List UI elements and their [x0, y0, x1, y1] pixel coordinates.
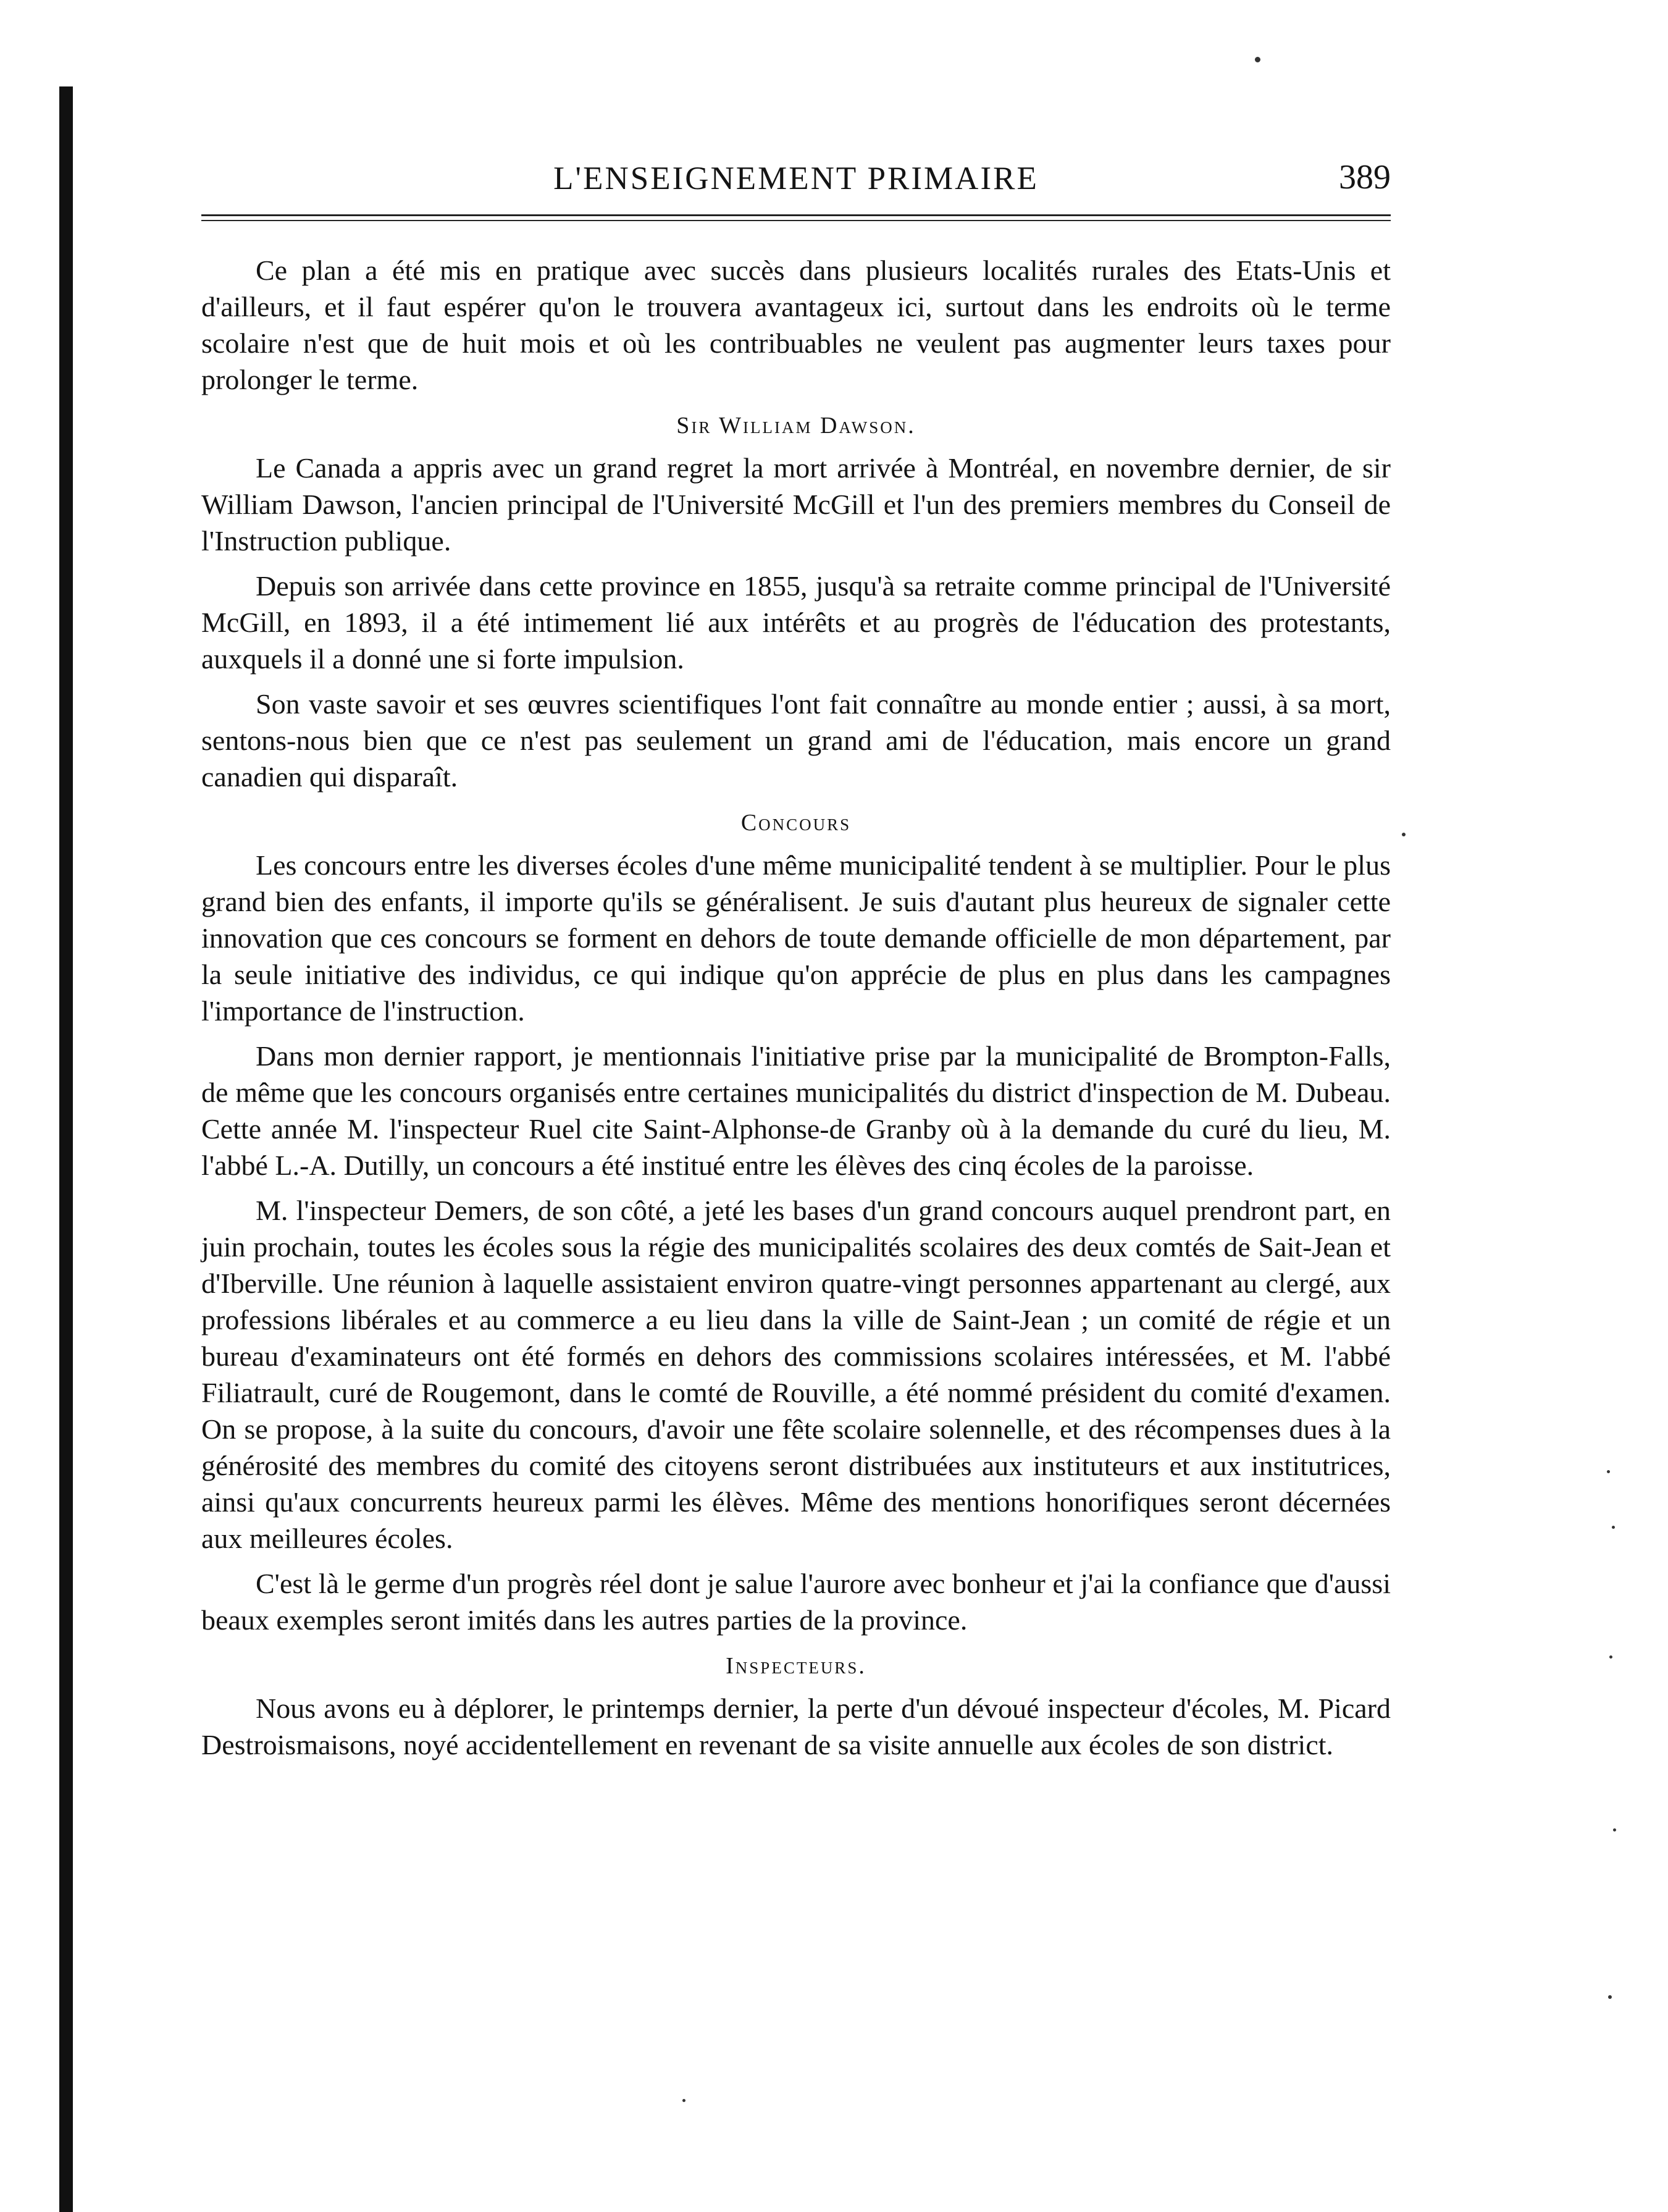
scan-speck — [1609, 1655, 1612, 1659]
section-heading: Concours — [740, 810, 852, 836]
paragraph: Dans mon dernier rapport, je mentionnais l'initiative prise par la municipalité de Brompton-Falls, de même que les concours organisés entre certaines municipalités du district d'inspection de M. Dubeau. Cette année M. l'inspecteur Ruel cite Saint-Alphonse-de Granby où à la demande du curé du lieu, M. l'abbé L.-A. Dutilly, un concours a été institué entre les élèves des cinq écoles de la paroisse. — [201, 1040, 1391, 1181]
scan-speck — [1612, 1526, 1615, 1529]
paragraph: M. l'inspecteur Demers, de son côté, a jeté les bases d'un grand concours auquel prendront part, en juin prochain, toutes les écoles sous la régie des municipalités scolaires des deux comtés de Sait-Jean et d'Iberville. Une réunion à laquelle assistaient environ quatre-vingt personnes appartenant au clergé, aux professions libérales et au commerce a eu lieu dans la ville de Saint-Jean ; un comité de régie et un bureau d'examinateurs ont été formés en dehors des commissions scolaires intéressées, et M. l'abbé Filiatrault, curé de Rougemont, dans le comté de Rouville, a été nommé président du comité d'examen. On se propose, à la suite du concours, d'avoir une fête scolaire solennelle, et des récompenses dues à la générosité des membres du comité des citoyens seront distribuées aux instituteurs et aux institutrices, ainsi qu'aux concurrents heureux parmi les élèves. Même des mentions honorifiques seront décernées aux meilleures écoles. — [201, 1195, 1391, 1554]
paragraph: C'est là le germe d'un progrès réel dont je salue l'aurore avec bonheur et j'ai la confiance que d'aussi beaux exemples seront imités dans les autres parties de la province. — [201, 1568, 1391, 1636]
scan-speck — [1613, 1828, 1616, 1831]
scan-speck — [1607, 1470, 1610, 1473]
section-continuation — [201, 252, 1391, 398]
paragraph: Le Canada a appris avec un grand regret la mort arrivée à Montréal, en novembre dernier, de sir William Dawson, l'ancien principal de l'Université McGill et l'un des premiers membres du Conseil de l'Instruction publique. — [201, 452, 1391, 557]
section-heading: Inspecteurs. — [726, 1653, 866, 1679]
paragraph: Depuis son arrivée dans cette province en 1855, jusqu'à sa retraite comme principal de l'Université McGill, en 1893, il a été intimement lié aux intérêts et au progrès de l'éducation des protestants, auxquels il a donné une si forte impulsion. — [201, 570, 1391, 675]
scan-speck — [1255, 57, 1260, 62]
running-head — [201, 158, 1391, 207]
section-inspecteurs — [201, 1649, 1391, 1763]
section-heading: Sir William Dawson. — [676, 413, 916, 439]
page-number: 389 — [1339, 158, 1391, 196]
header-double-rule — [201, 214, 1391, 221]
book-page — [201, 158, 1391, 1772]
paragraph: Les concours entre les diverses écoles d'une même municipalité tendent à se multiplier. Pour le plus grand bien des enfants, il importe qu'ils se généralisent. Je suis d'autant plus heureux de signaler cette innovation que ces concours se forment en dehors de toute demande officielle de mon département, par la seule initiative des individus, ce qui indique qu'on apprécie de plus en plus dans les campagnes l'importance de l'instruction. — [201, 849, 1391, 1027]
scan-speck — [1402, 833, 1406, 836]
paragraph: Nous avons eu à déplorer, le printemps dernier, la perte d'un dévoué inspecteur d'écoles, M. Picard Destroismaisons, noyé accidentellement en revenant de sa visite annuelle aux écoles de son district. — [201, 1693, 1391, 1760]
running-head-title: L'ENSEIGNEMENT PRIMAIRE — [553, 161, 1039, 196]
paragraph: Son vaste savoir et ses œuvres scientifiques l'ont fait connaître au monde entier ; aussi, à sa mort, sentons-nous bien que ce n'est pas seulement un grand ami de l'éducation, mais encore un grand canadien qui disparaît. — [201, 688, 1391, 793]
section-william-dawson — [201, 409, 1391, 795]
section-concours — [201, 806, 1391, 1638]
paragraph: Ce plan a été mis en pratique avec succès dans plusieurs localités rurales des Etats-Unis et d'ailleurs, et il faut espérer qu'on le trouvera avantageux ici, surtout dans les endroits où le terme scolaire n'est que de huit mois et où les contribuables ne veulent pas augmenter leurs taxes pour prolonger le terme. — [201, 254, 1391, 395]
scan-speck — [682, 2099, 685, 2102]
scan-speck — [1608, 1995, 1612, 1999]
binding-edge — [59, 86, 73, 2212]
